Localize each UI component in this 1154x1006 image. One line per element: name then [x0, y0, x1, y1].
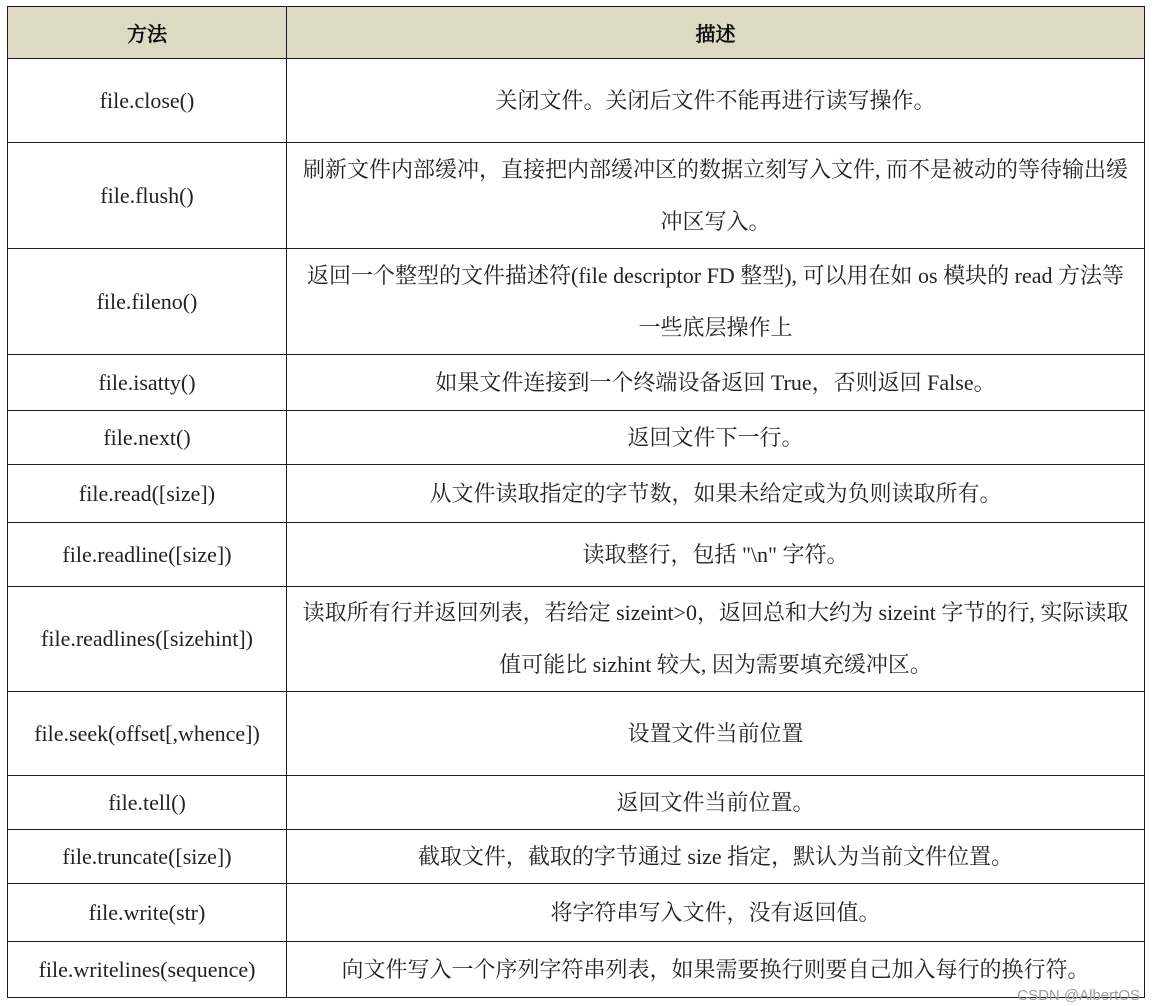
table-row — [8, 249, 1145, 355]
table-row — [8, 59, 1145, 143]
header-row — [8, 7, 1145, 59]
description-cell: 从文件读取指定的字节数，如果未给定或为负则读取所有。 — [287, 465, 1145, 523]
table-row — [8, 942, 1145, 998]
method-cell: file.fileno() — [8, 249, 287, 355]
table-row — [8, 830, 1145, 884]
method-cell: file.read([size]) — [8, 465, 287, 523]
file-methods-table — [7, 6, 1145, 998]
description-cell: 返回一个整型的文件描述符(file descriptor FD 整型), 可以用在如 os 模块的 read 方法等一些底层操作上 — [287, 249, 1145, 355]
method-cell: file.readline([size]) — [8, 523, 287, 587]
description-cell: 截取文件，截取的字节通过 size 指定，默认为当前文件位置。 — [287, 830, 1145, 884]
table-row — [8, 465, 1145, 523]
table-row — [8, 884, 1145, 942]
header-description: 描述 — [287, 7, 1145, 59]
description-cell: 读取所有行并返回列表，若给定 sizeint>0，返回总和大约为 sizeint 字节的行, 实际读取值可能比 sizhint 较大, 因为需要填充缓冲区。 — [287, 587, 1145, 692]
description-cell: 设置文件当前位置 — [287, 692, 1145, 776]
method-cell: file.isatty() — [8, 355, 287, 411]
description-cell: 返回文件下一行。 — [287, 411, 1145, 465]
method-cell: file.truncate([size]) — [8, 830, 287, 884]
method-cell: file.writelines(sequence) — [8, 942, 287, 998]
table-row — [8, 776, 1145, 830]
table-row — [8, 523, 1145, 587]
description-cell: 刷新文件内部缓冲，直接把内部缓冲区的数据立刻写入文件, 而不是被动的等待输出缓冲区写入。 — [287, 143, 1145, 249]
description-cell: 如果文件连接到一个终端设备返回 True，否则返回 False。 — [287, 355, 1145, 411]
description-cell: 向文件写入一个序列字符串列表，如果需要换行则要自己加入每行的换行符。 — [287, 942, 1145, 998]
header-method: 方法 — [8, 7, 287, 59]
table-row — [8, 411, 1145, 465]
table-row — [8, 587, 1145, 692]
method-cell: file.seek(offset[,whence]) — [8, 692, 287, 776]
description-cell: 读取整行，包括 "\n" 字符。 — [287, 523, 1145, 587]
description-cell: 返回文件当前位置。 — [287, 776, 1145, 830]
table-row — [8, 355, 1145, 411]
method-cell: file.next() — [8, 411, 287, 465]
table-row — [8, 143, 1145, 249]
method-cell: file.write(str) — [8, 884, 287, 942]
description-cell: 关闭文件。关闭后文件不能再进行读写操作。 — [287, 59, 1145, 143]
description-cell: 将字符串写入文件，没有返回值。 — [287, 884, 1145, 942]
watermark: CSDN @AlbertOS — [1017, 987, 1140, 1004]
method-cell: file.readlines([sizehint]) — [8, 587, 287, 692]
table-row — [8, 692, 1145, 776]
method-cell: file.flush() — [8, 143, 287, 249]
method-cell: file.tell() — [8, 776, 287, 830]
method-cell: file.close() — [8, 59, 287, 143]
